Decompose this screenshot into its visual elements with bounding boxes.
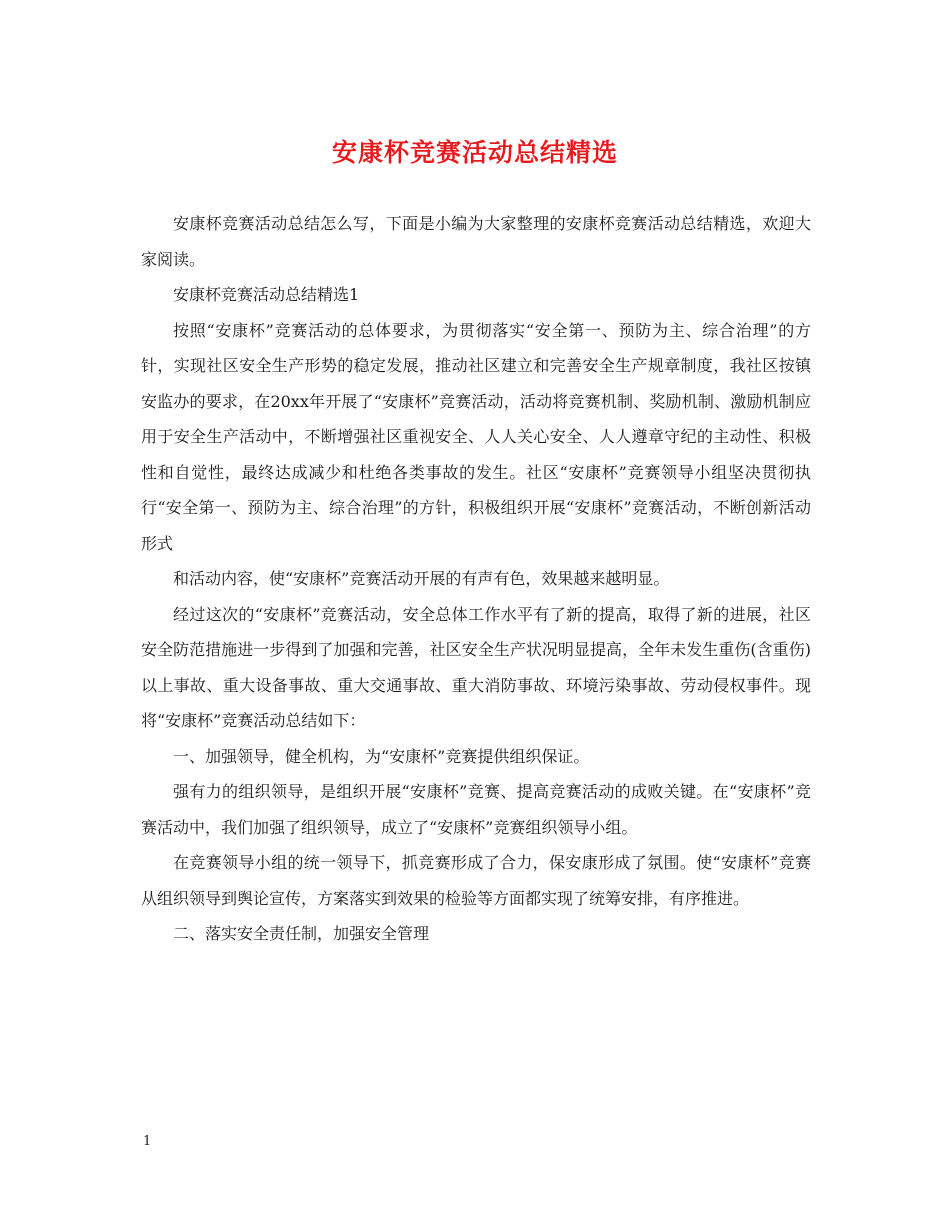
paragraph-section-heading: 安康杯竞赛活动总结精选1 xyxy=(173,285,360,304)
paragraph-body-5: 在竞赛领导小组的统一领导下，抓竞赛形成了合力，保安康形成了氛围。使“安康杯”竞赛从组织领导到舆论宣传，方案落实到效果的检验等方面都实现了统筹安排，有序推进。 xyxy=(141,853,811,908)
paragraph-body-3: 经过这次的“安康杯”竞赛活动，安全总体工作水平有了新的提高，取得了新的进展，社区安全防范措施进一步得到了加强和完善，社区安全生产状况明显提高，全年未发生重伤(含重伤)以上事故、重大设备事故、重大交通事故、重大消防事故、环境污染事故、劳动侵权事件。现将“安康杯”竞赛活动总结如下： xyxy=(141,604,811,730)
document-title: 安康杯竞赛活动总结精选 xyxy=(331,138,618,167)
paragraph-body-1: 按照“安康杯”竞赛活动的总体要求，为贯彻落实“安全第一、预防为主、综合治理”的方针，实现社区安全生产形势的稳定发展，推动社区建立和完善安全生产规章制度，我社区按镇安监办的要求，在20xx年开展了“安康杯”竞赛活动，活动将竞赛机制、奖励机制、激励机制应用于安全生产活动中，不断增强社区重视安全、人人关心安全、人人遵章守纪的主动性、积极性和自觉性，最终达成减少和杜绝各类事故的发生。社区“安康杯”竞赛领导小组坚决贯彻执行“安全第一、预防为主、综合治理”的方针，积极组织开展“安康杯”竞赛活动，不断创新活动形式 xyxy=(141,320,811,553)
paragraph-body-4: 强有力的组织领导，是组织开展“安康杯”竞赛、提高竞赛活动的成败关键。在“安康杯”竞赛活动中，我们加强了组织领导，成立了“安康杯”竞赛组织领导小组。 xyxy=(141,782,811,837)
paragraph-body-2: 和活动内容，使“安康杯”竞赛活动开展的有声有色，效果越来越明显。 xyxy=(173,569,670,588)
document-body xyxy=(141,206,811,952)
paragraph-heading-2: 二、落实安全责任制，加强安全管理 xyxy=(173,924,430,943)
page-number: 1 xyxy=(143,1134,152,1149)
paragraph-intro: 安康杯竞赛活动总结怎么写，下面是小编为大家整理的安康杯竞赛活动总结精选，欢迎大家阅读。 xyxy=(141,214,811,269)
paragraph-heading-1: 一、加强领导，健全机构，为“安康杯”竞赛提供组织保证。 xyxy=(173,746,590,766)
